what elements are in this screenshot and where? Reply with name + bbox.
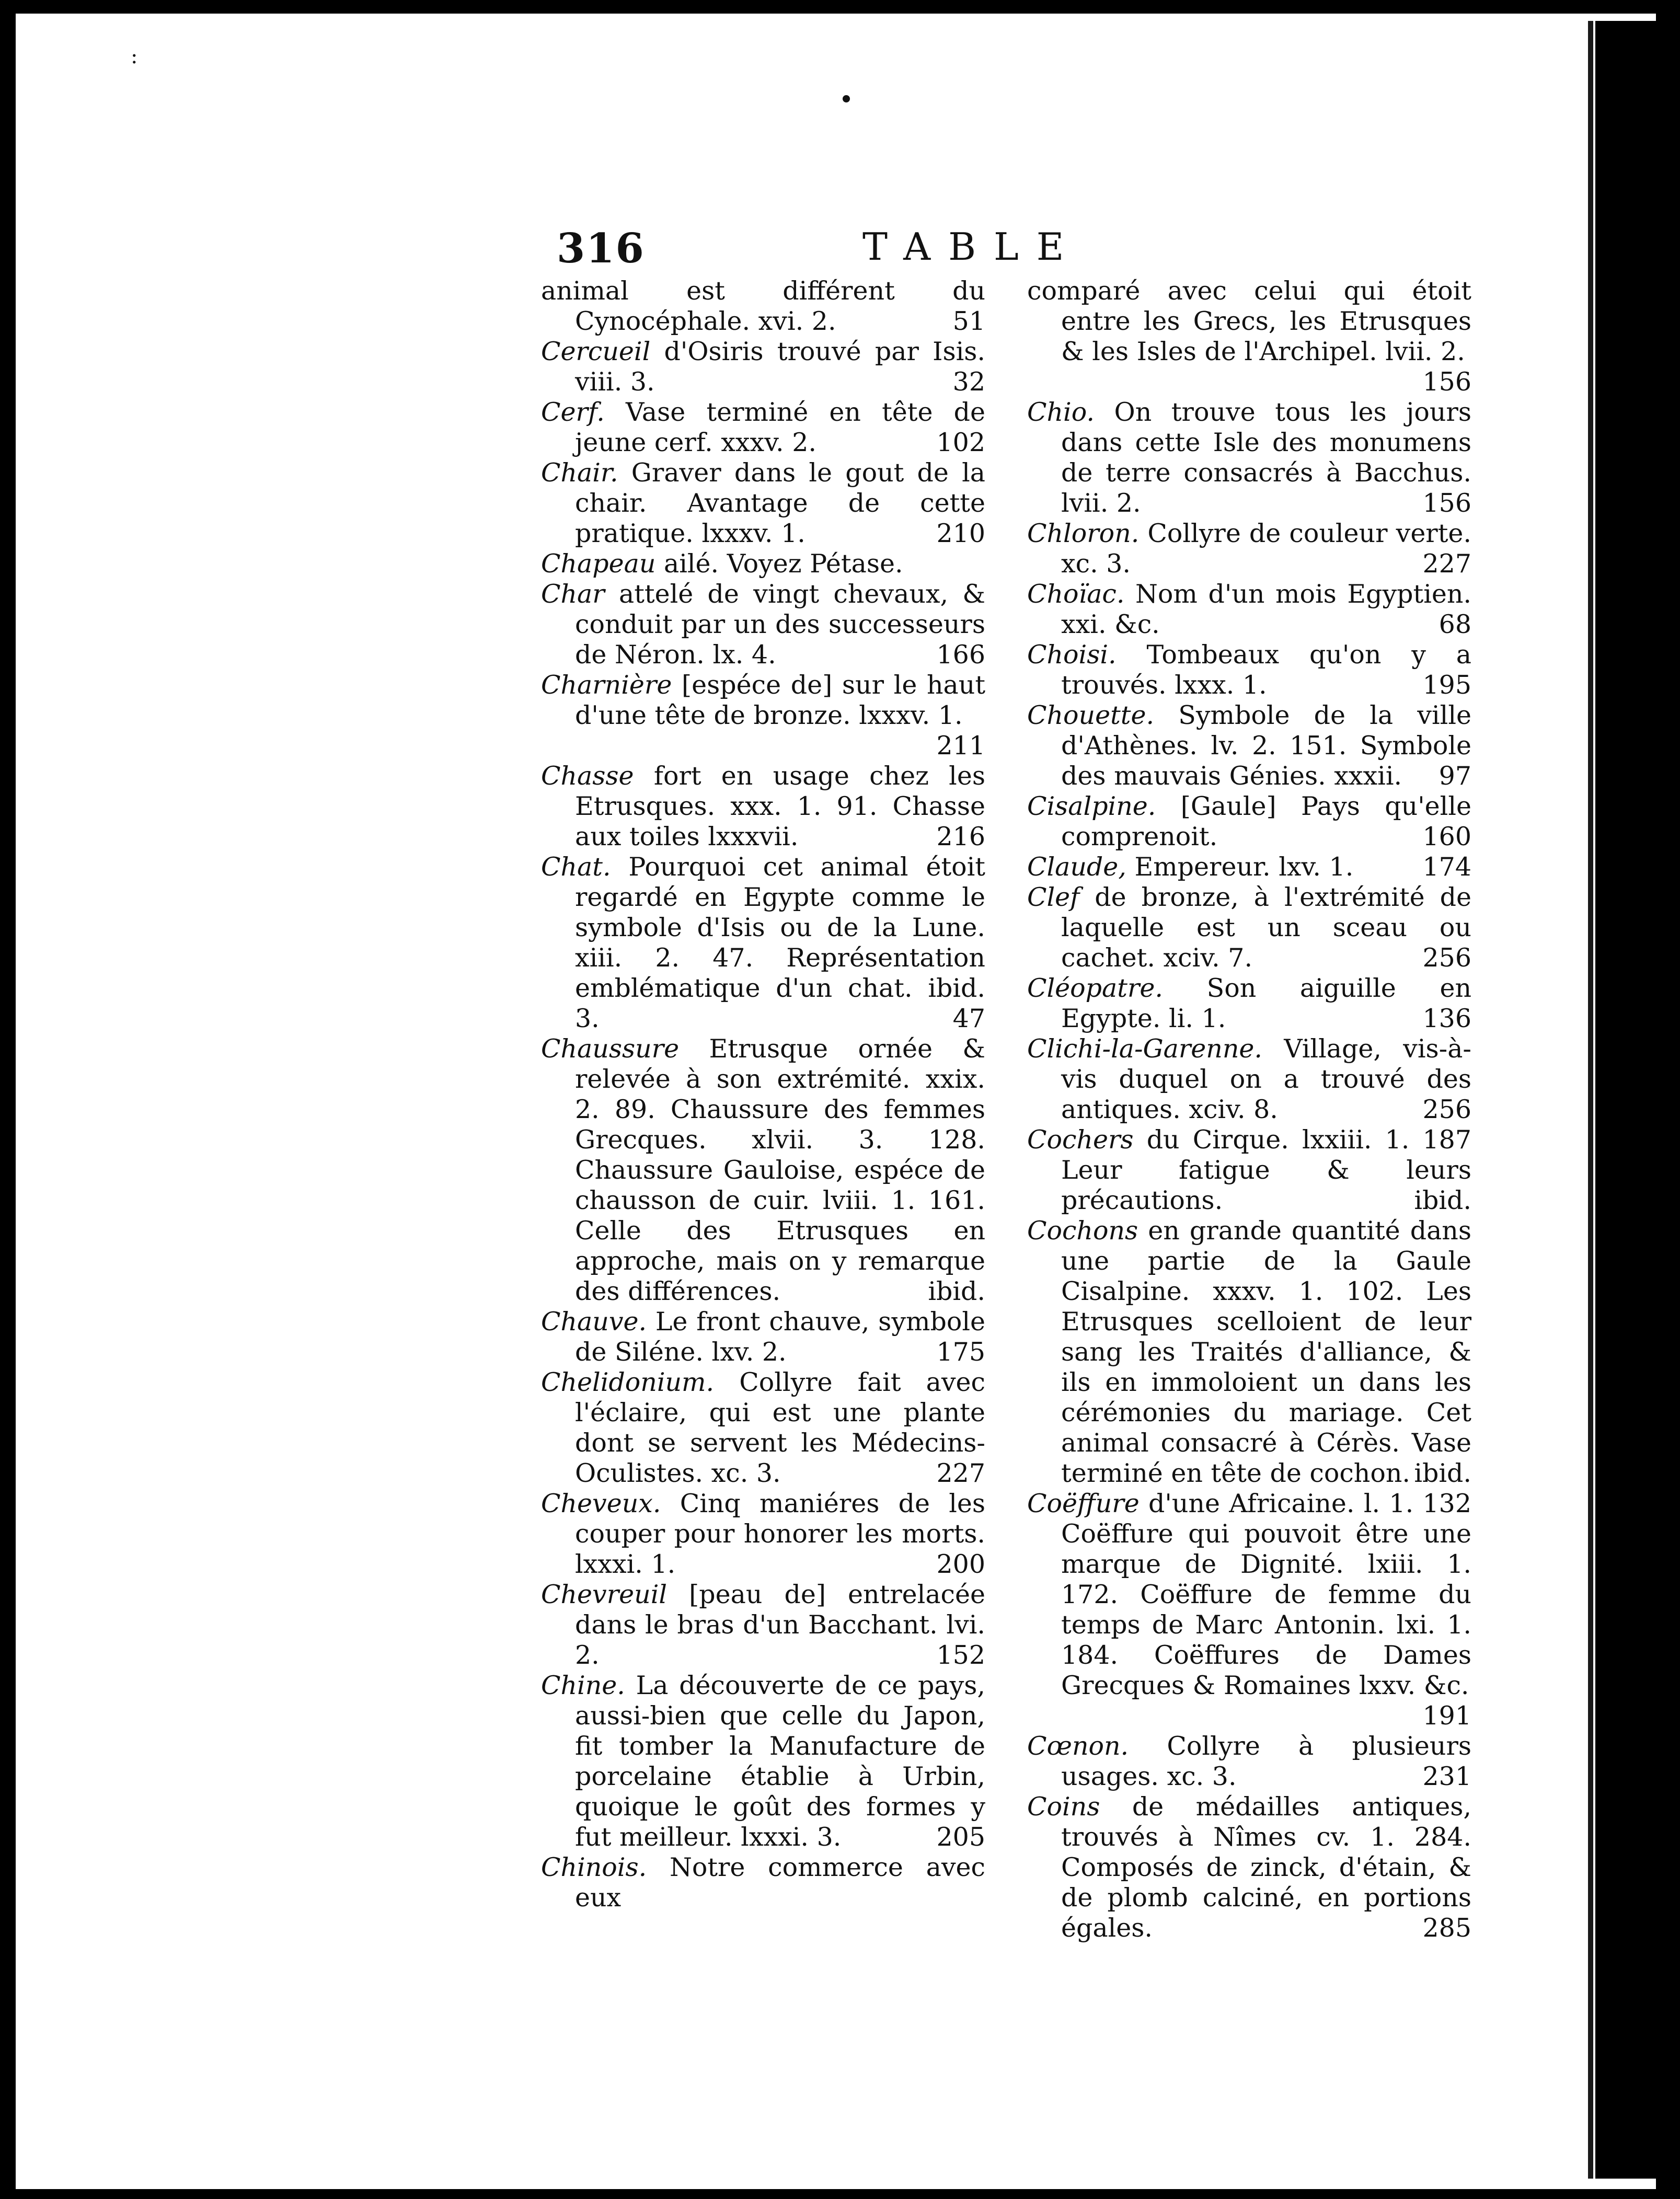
index-entry: Cheveux. Cinq maniéres de les couper pour honorer les morts. lxxxi. 1. 200 bbox=[541, 1489, 986, 1579]
index-entry: Claude, Empereur. lxv. 1. 174 bbox=[1027, 852, 1471, 882]
index-entry: Chouette. Symbole de la ville d'Athènes. lv. 2. 151. Symbole des mauvais Génies. xxxii. 97 bbox=[1027, 700, 1471, 791]
index-entry: comparé avec celui qui étoit entre les Grecs, les Etrusques & les Isles de l'Archipel. lvii. 2. 156 bbox=[1027, 276, 1471, 397]
index-entry: Cochers du Cirque. lxxiii. 1. 187 Leur fatigue & leurs précautions. ibid. bbox=[1027, 1125, 1471, 1215]
index-entry: Chat. Pourquoi cet animal étoit regardé en Egypte comme le symbole d'Isis ou de la Lune. xiii. 2. 47. Représentation emblématique d'un chat. ibid. 3. 47 bbox=[541, 852, 985, 1033]
right-column bbox=[1027, 276, 1471, 1943]
index-entry: Cisalpine. [Gaule] Pays qu'elle comprenoit. 160 bbox=[1027, 791, 1471, 851]
index-entry: Cléopatre. Son aiguille en Egypte. li. 1. 136 bbox=[1027, 973, 1471, 1033]
index-entry: Chair. Graver dans le gout de la chair. Avantage de cette pratique. lxxxv. 1. 210 bbox=[541, 458, 985, 548]
index-entry: Char attelé de vingt chevaux, & conduit par un des successeurs de Néron. lx. 4. 166 bbox=[541, 579, 986, 670]
index-entry: Cochons en grande quantité dans une partie de la Gaule Cisalpine. xxxv. 1. 102. Les Etrusques scelloient de leur sang les Traités d'alliance, & ils en immoloient un dans les cérémonies du mariage. Cet animal consacré à Cérès. Vase terminé en tête de cochon. ibid. bbox=[1027, 1216, 1471, 1488]
index-entry: Cerf. Vase terminé en tête de jeune cerf. xxxv. 2. 102 bbox=[541, 397, 985, 457]
index-entry: Clichi-la-Garenne. Village, vis-à-vis duquel on a trouvé des antiques. xciv. 8. 256 bbox=[1027, 1034, 1471, 1124]
index-entry: Chio. On trouve tous les jours dans cette Isle des monumens de terre consacrés à Bacchus. lvii. 2. 156 bbox=[1027, 397, 1471, 518]
index-entry: Chapeau ailé. Voyez Pétase. bbox=[541, 549, 903, 579]
index-entry: Choïac. Nom d'un mois Egyptien. xxi. &c. 68 bbox=[1027, 579, 1472, 639]
running-title: TABLE bbox=[862, 225, 1082, 269]
index-entry: Chloron. Collyre de couleur verte. xc. 3. 227 bbox=[1027, 519, 1471, 579]
index-entry: animal est différent du Cynocéphale. xvi. 2. 51 bbox=[541, 276, 985, 336]
page-edge-shadow bbox=[1588, 21, 1593, 2179]
index-entry: Charnière [espéce de] sur le haut d'une tête de bronze. lxxxv. 1. 211 bbox=[541, 670, 986, 761]
index-entry: Chevreuil [peau de] entrelacée dans le bras d'un Bacchant. lvi. 2. 152 bbox=[541, 1580, 985, 1670]
index-entry: Coëffure d'une Africaine. l. 1. 132 Coëffure qui pouvoit être une marque de Dignité. lxiii. 1. 172. Coëffure de femme du temps de Marc Antonin. lxi. 1. 184. Coëffures de Dames Grecques & Romaines lxxv. &c. 191 bbox=[1027, 1489, 1471, 1731]
book-spine bbox=[1595, 21, 1656, 2179]
index-entry: Chasse fort en usage chez les Etrusques. xxx. 1. 91. Chasse aux toiles lxxxvii. 216 bbox=[541, 761, 985, 851]
index-entry: Clef de bronze, à l'extrémité de laquelle est un sceau ou cachet. xciv. 7. 256 bbox=[1027, 882, 1471, 973]
index-entry: Cœnon. Collyre à plusieurs usages. xc. 3. 231 bbox=[1027, 1731, 1472, 1791]
index-entry: Chelidonium. Collyre fait avec l'éclaire, qui est une plante dont se servent les Médecins-Oculistes. xc. 3. 227 bbox=[541, 1367, 985, 1488]
top-mark bbox=[843, 95, 850, 102]
index-entry: Cercueil d'Osiris trouvé par Isis. viii. 3. 32 bbox=[541, 337, 986, 397]
index-entry: Chinois. Notre commerce avec eux bbox=[541, 1852, 985, 1913]
index-entry: Chaussure Etrusque ornée & relevée à son extrémité. xxix. 2. 89. Chaussure des femmes Grecques. xlvii. 3. 128. Chaussure Gauloise, espéce de chausson de cuir. lviii. 1. 161. Celle des Etrusques en approche, mais on y remarque des différences. ibid. bbox=[541, 1034, 985, 1306]
left-column bbox=[541, 276, 985, 1913]
index-entry: Chine. La découverte de ce pays, aussi-bien que celle du Japon, fit tomber la Manufacture de porcelaine établie à Urbin, quoique le goût des formes y fut meilleur. lxxxi. 3. 205 bbox=[541, 1671, 985, 1852]
index-entry: Chauve. Le front chauve, symbole de Siléne. lxv. 2. 175 bbox=[541, 1307, 985, 1367]
index-entry: Coins de médailles antiques, trouvés à Nîmes cv. 1. 284. Composés de zinck, d'étain, & de plomb calciné, en portions égales. 285 bbox=[1027, 1792, 1472, 1943]
index-entry: Choisi. Tombeaux qu'on y a trouvés. lxxx. 1. 195 bbox=[1027, 640, 1471, 700]
corner-marks: : bbox=[131, 44, 138, 68]
page-number: 316 bbox=[557, 225, 645, 272]
